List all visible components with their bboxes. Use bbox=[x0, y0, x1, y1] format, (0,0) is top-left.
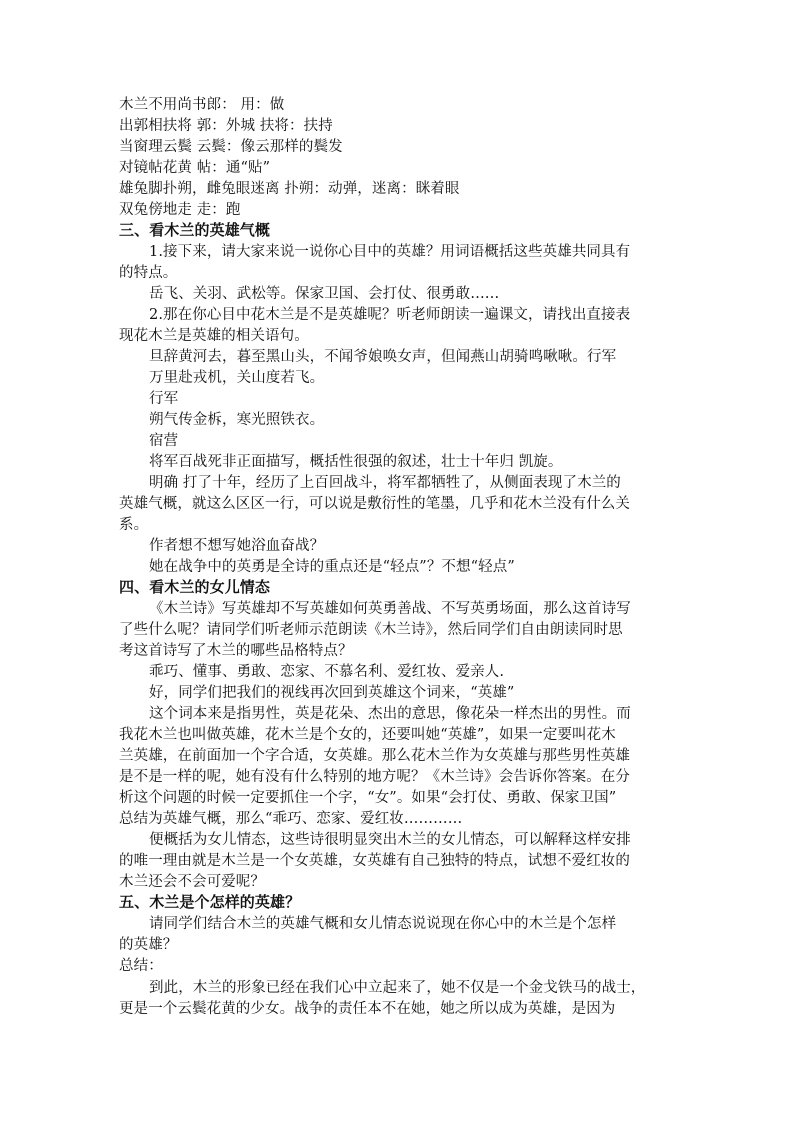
paragraph-line: 的英雄？ bbox=[119, 937, 178, 953]
paragraph-line: 便概括为女儿情态，这些诗很明显突出木兰的女儿情态，可以解释这样安排 bbox=[149, 832, 631, 848]
paragraph-line: 的唯一理由就是木兰是一个女英雄，女英雄有自己独特的特点，试想不爱红妆的 bbox=[119, 853, 630, 869]
vocab-line: 出郭相扶将 郭：外城 扶将：扶持 bbox=[119, 118, 333, 134]
poem-line: 旦辞黄河去，暮至黑山头，不闻爷娘唤女声，但闻燕山胡骑鸣啾啾。行军 bbox=[149, 349, 617, 365]
paragraph-line: 我花木兰也叫做英雄，花木兰是个女的，还要叫她“英雄”，如果一定要叫花木 bbox=[119, 727, 616, 743]
poem-line: 朔气传金柝，寒光照铁衣。 bbox=[149, 412, 325, 428]
paragraph-line: 1.接下来，请大家来说一说你心目中的英雄？用词语概括这些英雄共同具有 bbox=[149, 244, 631, 260]
vocab-line: 雄兔脚扑朔，雌兔眼迷离 扑朔：动弹，迷离：眯着眼 bbox=[119, 181, 460, 197]
paragraph-line: 兰英雄，在前面加一个字合适，女英雄。那么花木兰作为女英雄与那些男性英雄 bbox=[119, 748, 630, 764]
paragraph-line: 是不是一样的呢，她有没有什么特别的地方呢？《木兰诗》会告诉你答案。在分 bbox=[119, 769, 630, 785]
section-heading: 三、看木兰的英雄气概 bbox=[119, 221, 271, 239]
section-heading: 五、木兰是个怎样的英雄？ bbox=[119, 893, 301, 911]
paragraph-line: 析这个问题的时候一定要抓住一个字，“女”。如果“会打仗、勇敢、保家卫国” bbox=[119, 790, 617, 806]
poem-label: 行军 bbox=[149, 391, 179, 407]
paragraph-line: 总结为英雄气概，那么“乖巧、恋家、爱红妆………… bbox=[119, 811, 463, 827]
paragraph-line: 现花木兰是英雄的相关语句。 bbox=[119, 328, 309, 344]
summary-label: 总结： bbox=[119, 958, 163, 974]
paragraph-line: 乖巧、懂事、勇敢、恋家、不慕名利、爱红妆、爱亲人. bbox=[149, 664, 505, 680]
paragraph-line: 的特点。 bbox=[119, 265, 178, 281]
paragraph-line: 将军百战死非正面描写，概括性很强的叙述，壮士十年归 凯旋。 bbox=[149, 454, 563, 470]
poem-label: 宿营 bbox=[149, 433, 179, 449]
vocab-line: 当窗理云鬓 云鬓：像云那样的鬓发 bbox=[119, 139, 343, 155]
paragraph-line: 考这首诗写了木兰的哪些品格特点？ bbox=[119, 643, 353, 659]
section-heading: 四、看木兰的女儿情态 bbox=[119, 578, 271, 596]
paragraph-line: 她在战争中的英勇是全诗的重点还是“轻点”？不想“轻点” bbox=[149, 559, 515, 575]
paragraph-line: 到此，木兰的形象已经在我们心中立起来了，她不仅是一个金戈铁马的战士， bbox=[149, 980, 646, 996]
paragraph-line: 了些什么呢？请同学们听老师示范朗读《木兰诗》，然后同学们自由朗读同时思 bbox=[119, 622, 623, 638]
paragraph-line: 作者想不想写她浴血奋战？ bbox=[149, 538, 325, 554]
vocab-line: 木兰不用尚书郎： 用：做 bbox=[119, 97, 285, 113]
paragraph-line: 木兰还会不会可爱呢？ bbox=[119, 874, 265, 890]
paragraph-line: 岳飞、关羽、武松等。保家卫国、会打仗、很勇敢…… bbox=[149, 286, 500, 302]
paragraph-line: 系。 bbox=[119, 517, 149, 533]
vocab-line: 双兔傍地走 走：跑 bbox=[119, 202, 241, 218]
paragraph-line: 明确 打了十年，经历了上百回战斗，将军都牺牲了，从侧面表现了木兰的 bbox=[149, 475, 621, 491]
paragraph-line: 请同学们结合木兰的英雄气概和女儿情态说说现在你心中的木兰是个怎样 bbox=[149, 916, 617, 932]
paragraph-line: 更是一个云鬓花黄的少女。战争的责任本不在她，她之所以成为英雄，是因为 bbox=[119, 1001, 616, 1017]
paragraph-line: 这个词本来是指男性，英是花朵、杰出的意思，像花朵一样杰出的男性。而 bbox=[149, 706, 631, 722]
vocab-line: 对镜帖花黄 帖：通“贴” bbox=[119, 160, 271, 176]
paragraph-line: 好，同学们把我们的视线再次回到英雄这个词来，“英雄” bbox=[149, 685, 515, 701]
paragraph-line: 2.那在你心目中花木兰是不是英雄呢？听老师朗读一遍课文，请找出直接表 bbox=[149, 307, 631, 323]
paragraph-line: 《木兰诗》写英雄却不写英雄如何英勇善战、不写英勇场面，那么这首诗写 bbox=[149, 601, 631, 617]
paragraph-line: 英雄气概，就这么区区一行，可以说是敷衍性的笔墨，几乎和花木兰没有什么关 bbox=[119, 496, 630, 512]
poem-line: 万里赴戎机，关山度若飞。 bbox=[149, 370, 325, 386]
